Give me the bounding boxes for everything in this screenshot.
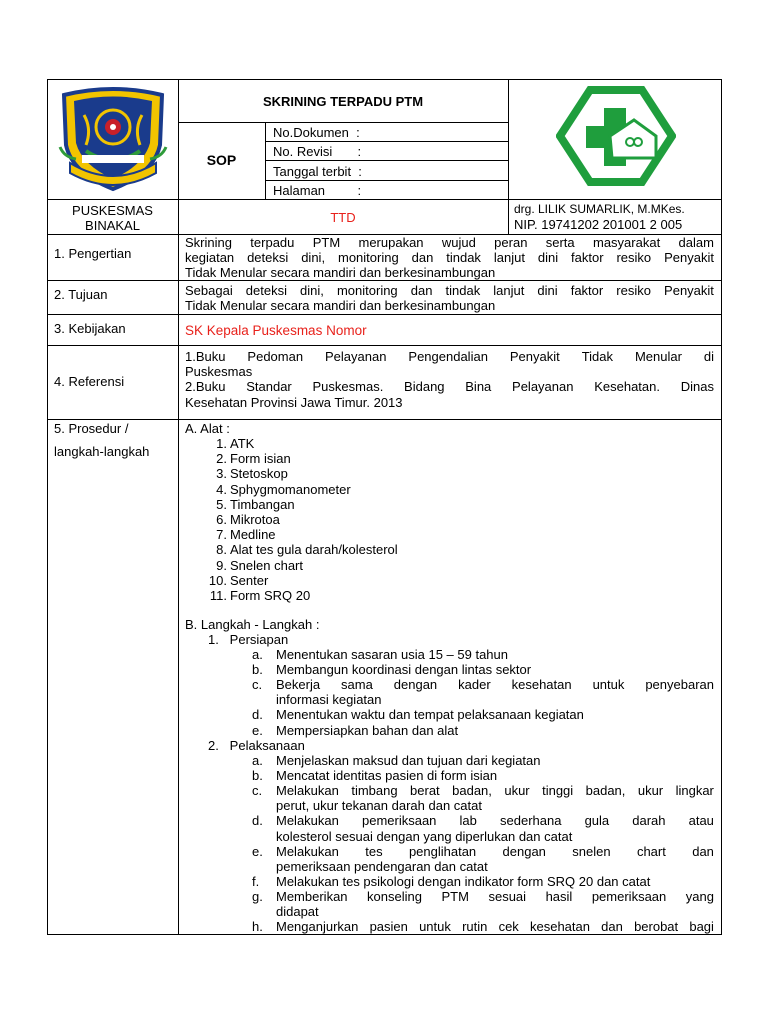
step-line xyxy=(252,647,714,662)
word: dan xyxy=(601,919,623,935)
word: dini xyxy=(537,283,558,298)
step-letter: e. xyxy=(252,722,263,738)
alat-item xyxy=(185,512,714,527)
step-line xyxy=(252,677,714,692)
word: monitoring xyxy=(336,283,398,298)
word: Dinas xyxy=(680,379,714,394)
alat-item xyxy=(185,497,714,512)
word: tes xyxy=(365,843,383,859)
word: untuk xyxy=(419,919,451,935)
word: Menular xyxy=(634,349,682,364)
word: timbang xyxy=(351,783,398,799)
word: kader xyxy=(458,677,491,693)
step-text: perut, ukur tekanan darah dan catat xyxy=(276,798,482,814)
word: Memberikan xyxy=(276,888,348,904)
step-line xyxy=(252,798,714,813)
alat-item-number: 10. xyxy=(208,572,227,588)
justified-line xyxy=(185,235,714,250)
alat-item-text: Snelen chart xyxy=(230,557,303,573)
step-text xyxy=(276,783,714,798)
alat-item xyxy=(185,542,714,557)
word: Melakukan xyxy=(276,813,339,829)
grid-line xyxy=(265,141,508,142)
grid-line xyxy=(47,345,722,346)
step-letter: c. xyxy=(252,677,263,693)
word: Pelayanan xyxy=(512,379,574,394)
grid-line xyxy=(508,79,509,235)
field-tanggal-terbit: Tanggal terbit : xyxy=(273,164,362,179)
step-text xyxy=(276,919,714,934)
word: badan, xyxy=(452,783,492,799)
step-text: Mencatat identitas pasien di form isian xyxy=(276,768,498,784)
alat-item-number: 3. xyxy=(216,466,227,482)
word: 2.Buku xyxy=(185,379,226,394)
alat-list xyxy=(185,436,714,606)
step-text: Membangun koordinasi dengan lintas sektor xyxy=(276,662,532,678)
step-line xyxy=(252,859,714,874)
field-no-revisi: No. Revisi : xyxy=(273,144,362,159)
word: PTM xyxy=(441,888,469,904)
word: berat xyxy=(410,783,440,799)
step-letter: a. xyxy=(252,753,263,768)
section-body-referensi xyxy=(185,349,714,411)
alat-item xyxy=(185,558,714,573)
grid-line xyxy=(47,314,722,315)
word: Penyakit xyxy=(509,349,560,364)
step-text: Menentukan sasaran usia 15 – 59 tahun xyxy=(276,647,509,662)
word: resiko xyxy=(616,250,652,265)
alat-item-text: Alat tes gula darah/kolesterol xyxy=(230,542,398,558)
alat-item-text: Form isian xyxy=(230,451,291,467)
step-line xyxy=(252,874,714,889)
word: pemeriksaan xyxy=(361,813,437,829)
alat-item-text: Medline xyxy=(230,527,276,543)
word: kesehatan xyxy=(511,677,572,693)
ttd-label: TTD xyxy=(330,210,356,225)
alat-title: A. Alat : xyxy=(185,421,230,436)
word: Skrining xyxy=(185,235,232,250)
text-line: Tidak Menular secara mandiri dan berkesinambungan xyxy=(185,265,496,280)
alat-item-number: 6. xyxy=(216,512,227,527)
regency-logo xyxy=(56,85,170,193)
alat-item xyxy=(185,527,714,542)
step-text: didapat xyxy=(276,904,319,919)
step-text xyxy=(276,677,714,692)
field-no-dokumen: No.Dokumen : xyxy=(273,125,360,140)
word: Bekerja xyxy=(276,677,321,693)
word: deteksi xyxy=(247,250,289,265)
word: rutin xyxy=(462,919,488,935)
step-line xyxy=(252,829,714,844)
alat-item xyxy=(185,588,714,603)
alat-item xyxy=(185,573,714,588)
word: dan xyxy=(411,250,434,265)
word: berobat xyxy=(634,919,679,935)
word: lanjut xyxy=(493,283,525,298)
section-body-kebijakan: SK Kepala Puskesmas Nomor xyxy=(185,323,367,338)
text-line: Tidak Menular secara mandiri dan berkesinambungan xyxy=(185,298,496,313)
word: Bina xyxy=(465,379,492,394)
word: Sebagai xyxy=(185,283,233,298)
grid-line xyxy=(47,280,722,281)
word: tindak xyxy=(446,250,481,265)
word: kegiatan xyxy=(185,250,235,265)
word: pemeriksaan xyxy=(591,888,667,904)
alat-item-number: 9. xyxy=(216,557,227,573)
word: Standar xyxy=(246,379,292,394)
word: faktor xyxy=(571,250,604,265)
alat-item-text: Mikrotoa xyxy=(230,512,280,527)
word: konseling xyxy=(367,888,422,904)
section-label-tujuan: 2. Tujuan xyxy=(54,287,108,302)
step-line xyxy=(252,662,714,677)
word: PTM xyxy=(312,235,341,250)
step-letter: b. xyxy=(252,768,263,784)
step-letter: f. xyxy=(252,873,260,889)
word: pasien xyxy=(369,919,408,935)
step-line xyxy=(252,904,714,919)
step-letter: g. xyxy=(252,888,263,904)
alat-item-text: Stetoskop xyxy=(230,466,288,482)
word: monitoring xyxy=(337,250,399,265)
step-letter: d. xyxy=(252,813,263,829)
word: yang xyxy=(685,888,714,904)
step-line xyxy=(252,783,714,798)
step-line xyxy=(252,813,714,828)
section-label-prosedur: 5. Prosedur / xyxy=(54,421,129,436)
step-letter: d. xyxy=(252,707,263,723)
word: tindak xyxy=(445,283,481,298)
word: resiko xyxy=(616,283,651,298)
section-label-referensi: 4. Referensi xyxy=(54,374,125,389)
alat-item-text: Timbangan xyxy=(230,496,295,512)
word: tinggi xyxy=(542,783,574,799)
org-name-line2: BINAKAL xyxy=(85,218,140,233)
word: masyarakat xyxy=(592,235,661,250)
alat-item xyxy=(185,466,714,481)
section-body-tujuan xyxy=(185,283,714,313)
word: wujud xyxy=(441,235,476,250)
word: Pengendalian xyxy=(408,349,488,364)
grid-line xyxy=(47,199,722,200)
step-line xyxy=(252,844,714,859)
word: serta xyxy=(545,235,575,250)
word: chart xyxy=(636,843,666,859)
grid-line xyxy=(178,79,179,935)
signer-nip: NIP. 19741202 201001 2 005 xyxy=(514,217,683,232)
word: sama xyxy=(341,677,373,693)
word: atau xyxy=(688,813,714,829)
alat-item-text: ATK xyxy=(230,436,255,451)
pelaksanaan-list xyxy=(252,753,714,935)
step-text: Mempersiapkan bahan dan alat xyxy=(276,722,459,738)
step-text xyxy=(276,889,714,904)
word: merupakan xyxy=(358,235,424,250)
word: Penyakit xyxy=(664,250,714,265)
field-halaman: Halaman : xyxy=(273,183,362,198)
word: peran xyxy=(494,235,528,250)
section-label-kebijakan: 3. Kebijakan xyxy=(54,321,126,336)
step-text xyxy=(276,813,714,828)
section-label-pengertian: 1. Pengertian xyxy=(54,246,132,261)
alat-item-number: 8. xyxy=(216,542,227,558)
alat-item xyxy=(185,436,714,451)
word: ukur xyxy=(504,783,530,799)
word: Menganjurkan xyxy=(276,919,359,935)
word: dan xyxy=(410,283,433,298)
step-letter: a. xyxy=(252,647,263,662)
word: lanjut xyxy=(493,250,525,265)
step-letter: h. xyxy=(252,919,263,935)
word: 1.Buku xyxy=(185,349,226,364)
alat-item xyxy=(185,451,714,466)
step-line xyxy=(252,753,714,768)
word: di xyxy=(703,349,714,364)
puskesmas-logo xyxy=(556,86,676,186)
step-line xyxy=(252,723,714,738)
word: dini xyxy=(537,250,559,265)
step-text: Menentukan waktu dan tempat pelaksanaan kegiatan xyxy=(276,707,584,723)
word: untuk xyxy=(592,677,625,693)
alat-item-number: 7. xyxy=(216,527,227,543)
word: lingkar xyxy=(675,783,714,799)
step-line xyxy=(252,889,714,904)
word: sesuai xyxy=(488,888,527,904)
word: darah xyxy=(632,813,666,829)
grid-line xyxy=(265,160,508,161)
word: Pedoman xyxy=(247,349,304,364)
alat-item-number: 1. xyxy=(216,436,227,451)
word: Puskesmas. xyxy=(312,379,384,394)
word: penyebaran xyxy=(645,677,714,693)
step-line xyxy=(252,768,714,783)
word: dan xyxy=(692,843,714,859)
step-text: kolesterol sesuai dengan yang diperlukan dan catat xyxy=(276,828,573,844)
word: gula xyxy=(584,813,610,829)
grid-line xyxy=(47,419,722,420)
langkah-title: B. Langkah - Langkah : xyxy=(185,617,320,632)
alat-item-text: Form SRQ 20 xyxy=(230,588,311,603)
grid-line xyxy=(265,180,508,181)
text-line: Puskesmas xyxy=(185,364,253,379)
justified-line xyxy=(185,379,714,394)
alat-item-text: Senter xyxy=(230,572,269,588)
step-line xyxy=(252,707,714,722)
word: Bidang xyxy=(404,379,445,394)
justified-line xyxy=(185,349,714,364)
step-line xyxy=(252,692,714,707)
word: Kesehatan. xyxy=(594,379,660,394)
word: dini, xyxy=(301,250,326,265)
word: Penyakit xyxy=(664,283,714,298)
word: faktor xyxy=(570,283,604,298)
step-text xyxy=(276,844,714,859)
word: badan, xyxy=(585,783,626,799)
word: bagi xyxy=(689,919,714,935)
sop-label: SOP xyxy=(206,152,237,168)
step-text: Menjelaskan maksud dan tujuan dari kegiatan xyxy=(276,753,541,768)
grid-line xyxy=(178,122,508,123)
pelaksanaan-title: 2. Pelaksanaan xyxy=(208,738,305,753)
section-label-prosedur-2: langkah-langkah xyxy=(54,444,150,459)
word: ukur xyxy=(637,783,664,799)
alat-item-number: 4. xyxy=(216,481,227,497)
signer-name: drg. LILIK SUMARLIK, M.MKes. xyxy=(514,202,685,216)
alat-item-number: 5. xyxy=(216,496,227,512)
word: cek xyxy=(498,919,519,935)
persiapan-title: 1. Persiapan xyxy=(208,632,289,647)
word: Melakukan xyxy=(276,783,339,799)
step-text: Melakukan tes psikologi dengan indikator form SRQ 20 dan catat xyxy=(276,873,651,889)
word: hasil xyxy=(545,888,573,904)
word: dengan xyxy=(502,843,546,859)
justified-line xyxy=(185,283,714,298)
word: dalam xyxy=(678,235,714,250)
alat-item xyxy=(185,482,714,497)
word: penglihatan xyxy=(408,843,477,859)
word: dini, xyxy=(300,283,324,298)
word: lab xyxy=(459,813,477,829)
alat-item-text: Sphygmomanometer xyxy=(230,481,351,497)
word: terpadu xyxy=(250,235,295,250)
word: kesehatan xyxy=(529,919,590,935)
word: sederhana xyxy=(500,813,562,829)
word: Tidak xyxy=(581,349,613,364)
word: deteksi xyxy=(245,283,287,298)
section-body-pengertian xyxy=(185,235,714,280)
step-text: pemeriksaan pendengaran dan catat xyxy=(276,858,488,874)
word: Pelayanan xyxy=(325,349,387,364)
alat-item-number: 11. xyxy=(209,588,227,603)
step-text: informasi kegiatan xyxy=(276,692,382,708)
justified-line xyxy=(185,250,714,265)
text-line: Kesehatan Provinsi Jawa Timur. 2013 xyxy=(185,395,403,410)
alat-item-number: 2. xyxy=(216,451,227,467)
step-letter: e. xyxy=(252,843,263,859)
step-letter: b. xyxy=(252,662,263,678)
persiapan-list xyxy=(252,647,714,739)
document-title: SKRINING TERPADU PTM xyxy=(262,94,424,109)
org-name-line1: PUSKESMAS xyxy=(72,203,153,218)
step-line xyxy=(252,919,714,934)
word: snelen xyxy=(572,843,611,859)
word: Melakukan xyxy=(276,843,339,859)
step-letter: c. xyxy=(252,783,263,799)
word: dengan xyxy=(393,677,438,693)
